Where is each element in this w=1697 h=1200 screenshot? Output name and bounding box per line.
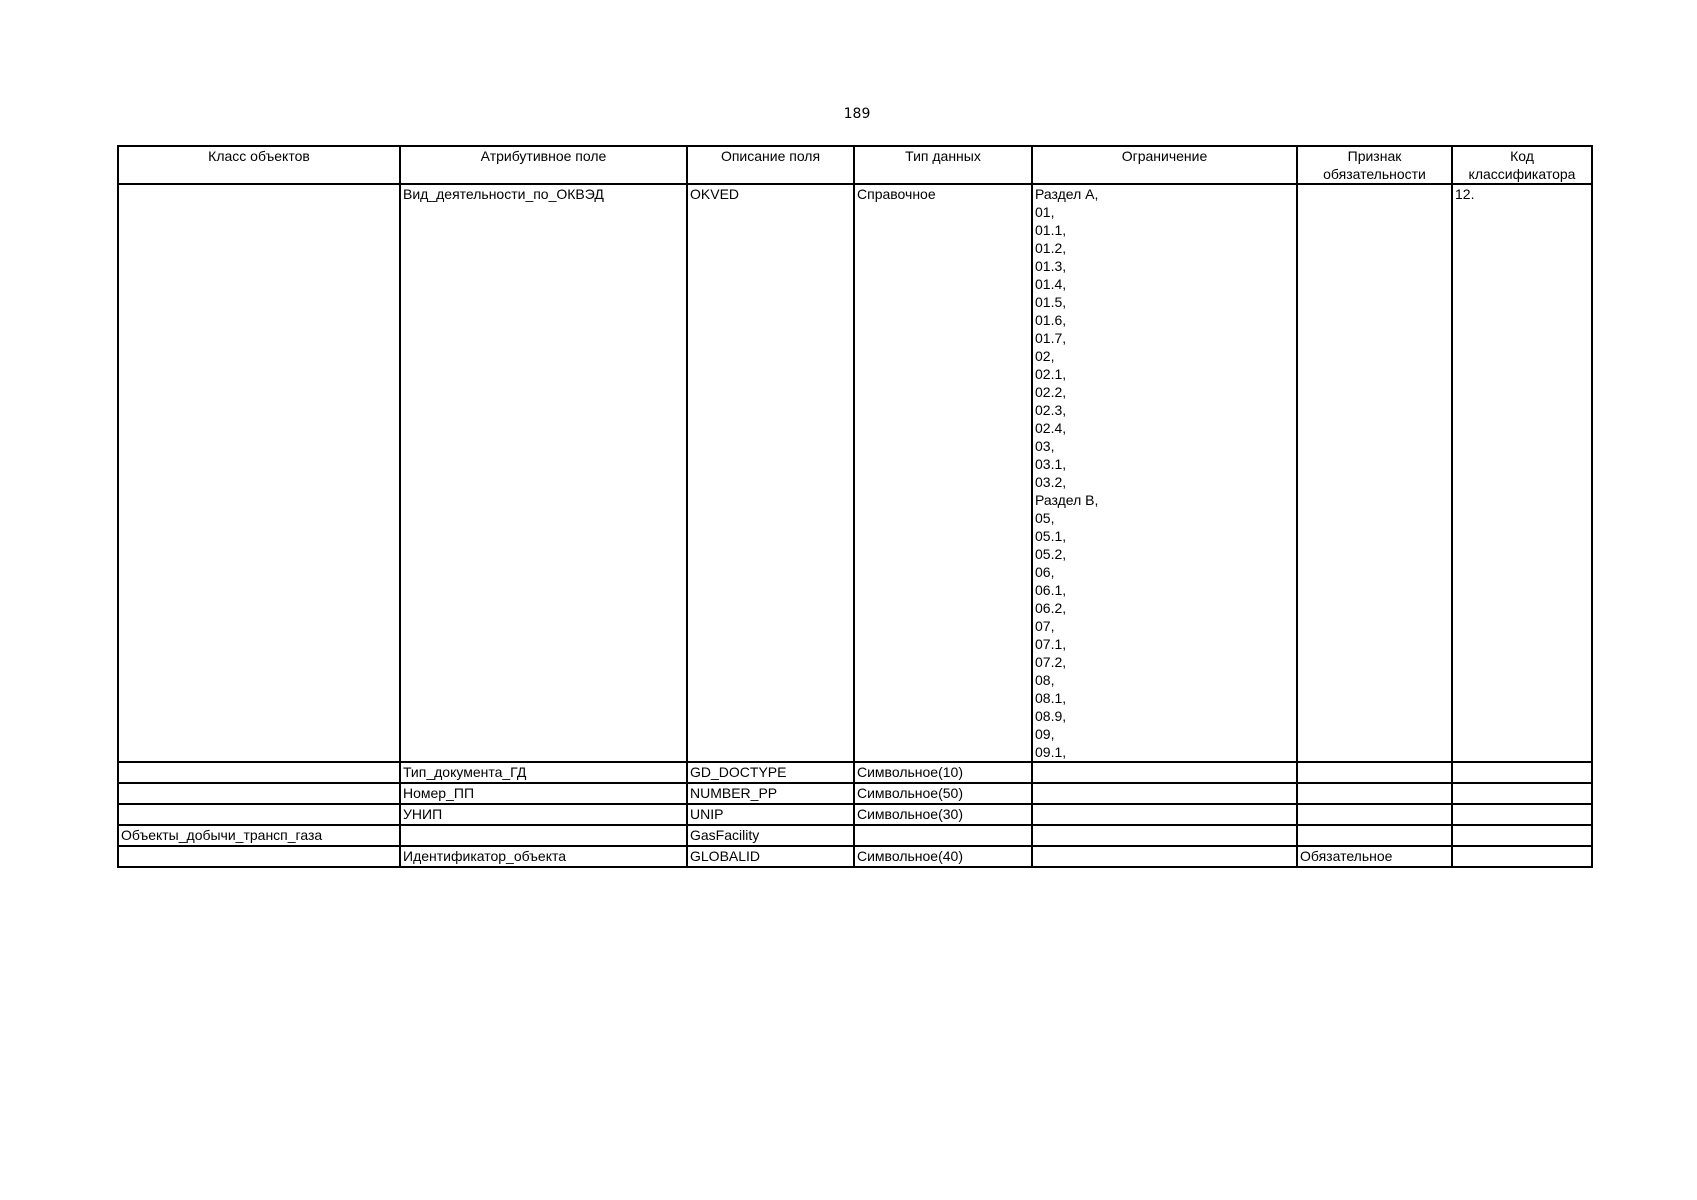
cell-attribute-field: Вид_деятельности_по_ОКВЭД	[400, 184, 687, 762]
cell-data-type: Символьное(30)	[854, 804, 1032, 825]
cell-mandatory	[1297, 762, 1452, 783]
constraint-line: 07.2,	[1035, 654, 1067, 670]
cell-classifier-code	[1452, 762, 1592, 783]
cell-mandatory	[1297, 783, 1452, 804]
cell-field-description: NUMBER_PP	[687, 783, 854, 804]
constraint-line: 02,	[1035, 348, 1055, 364]
cell-field-description: UNIP	[687, 804, 854, 825]
constraint-line: 08,	[1035, 672, 1055, 688]
column-header-mandatory: Признак обязательности	[1297, 146, 1452, 184]
cell-object-class	[118, 783, 400, 804]
cell-classifier-code	[1452, 783, 1592, 804]
cell-field-description: GLOBALID	[687, 846, 854, 867]
column-header-attribute-field: Атрибутивное поле	[400, 146, 687, 184]
constraint-line: 01.2,	[1035, 240, 1067, 256]
page-number: 189	[843, 106, 871, 122]
cell-constraint	[1032, 846, 1297, 867]
cell-object-class	[118, 184, 400, 762]
table-row	[118, 184, 1592, 762]
constraint-line: 06.1,	[1035, 582, 1067, 598]
cell-data-type	[854, 825, 1032, 846]
constraint-line: 05.2,	[1035, 546, 1067, 562]
cell-object-class	[118, 762, 400, 783]
constraint-line: 07,	[1035, 618, 1055, 634]
constraint-line: 03.1,	[1035, 456, 1067, 472]
cell-mandatory	[1297, 184, 1452, 762]
constraint-line: 09.1,	[1035, 744, 1067, 760]
table-row	[118, 762, 1592, 783]
cell-object-class	[118, 804, 400, 825]
cell-classifier-code	[1452, 846, 1592, 867]
column-header-field-description: Описание поля	[687, 146, 854, 184]
constraint-line: Раздел В,	[1035, 492, 1099, 508]
constraint-line: 09,	[1035, 726, 1055, 742]
cell-field-description: OKVED	[687, 184, 854, 762]
table-row	[118, 804, 1592, 825]
constraint-line: 02.4,	[1035, 420, 1067, 436]
cell-object-class	[118, 846, 400, 867]
constraint-line: 06,	[1035, 564, 1055, 580]
cell-classifier-code	[1452, 804, 1592, 825]
cell-data-type: Справочное	[854, 184, 1032, 762]
cell-field-description: GD_DOCTYPE	[687, 762, 854, 783]
column-header-constraint: Ограничение	[1032, 146, 1297, 184]
cell-attribute-field: Идентификатор_объекта	[400, 846, 687, 867]
constraint-line: 05,	[1035, 510, 1055, 526]
cell-classifier-code	[1452, 825, 1592, 846]
constraint-line: 08.1,	[1035, 690, 1067, 706]
table-row	[118, 783, 1592, 804]
constraint-line: 01.1,	[1035, 222, 1067, 238]
constraint-line: 03,	[1035, 438, 1055, 454]
cell-attribute-field: Номер_ПП	[400, 783, 687, 804]
cell-data-type: Символьное(10)	[854, 762, 1032, 783]
column-header-data-type: Тип данных	[854, 146, 1032, 184]
cell-constraint	[1032, 184, 1297, 762]
cell-mandatory	[1297, 804, 1452, 825]
cell-classifier-code: 12.	[1452, 184, 1592, 762]
table-row	[118, 846, 1592, 867]
constraint-line: 03.2,	[1035, 474, 1067, 490]
constraint-line: 01,	[1035, 204, 1055, 220]
cell-constraint	[1032, 804, 1297, 825]
cell-data-type: Символьное(40)	[854, 846, 1032, 867]
cell-mandatory: Обязательное	[1297, 846, 1452, 867]
cell-attribute-field	[400, 825, 687, 846]
table-header-row	[118, 146, 1592, 184]
column-header-object-class: Класс объектов	[118, 146, 400, 184]
cell-constraint	[1032, 762, 1297, 783]
constraint-line: 01.7,	[1035, 330, 1067, 346]
attribute-table	[117, 145, 1593, 868]
constraint-line: 01.5,	[1035, 294, 1067, 310]
cell-mandatory	[1297, 825, 1452, 846]
constraint-line: 02.1,	[1035, 366, 1067, 382]
constraint-line: 05.1,	[1035, 528, 1067, 544]
constraint-line: 01.4,	[1035, 276, 1067, 292]
cell-data-type: Символьное(50)	[854, 783, 1032, 804]
cell-constraint	[1032, 825, 1297, 846]
constraint-line: 02.2,	[1035, 384, 1067, 400]
cell-constraint	[1032, 783, 1297, 804]
column-header-classifier-code: Код классификатора	[1452, 146, 1592, 184]
cell-attribute-field: Тип_документа_ГД	[400, 762, 687, 783]
cell-attribute-field: УНИП	[400, 804, 687, 825]
constraint-line: 07.1,	[1035, 636, 1067, 652]
constraint-line: Раздел А,	[1035, 186, 1099, 202]
constraint-line: 08.9,	[1035, 708, 1067, 724]
cell-field-description: GasFacility	[687, 825, 854, 846]
table-row	[118, 825, 1592, 846]
constraint-line: 02.3,	[1035, 402, 1067, 418]
cell-object-class: Объекты_добычи_трансп_газа	[118, 825, 400, 846]
constraint-line: 01.6,	[1035, 312, 1067, 328]
constraint-line: 01.3,	[1035, 258, 1067, 274]
constraint-line: 06.2,	[1035, 600, 1067, 616]
